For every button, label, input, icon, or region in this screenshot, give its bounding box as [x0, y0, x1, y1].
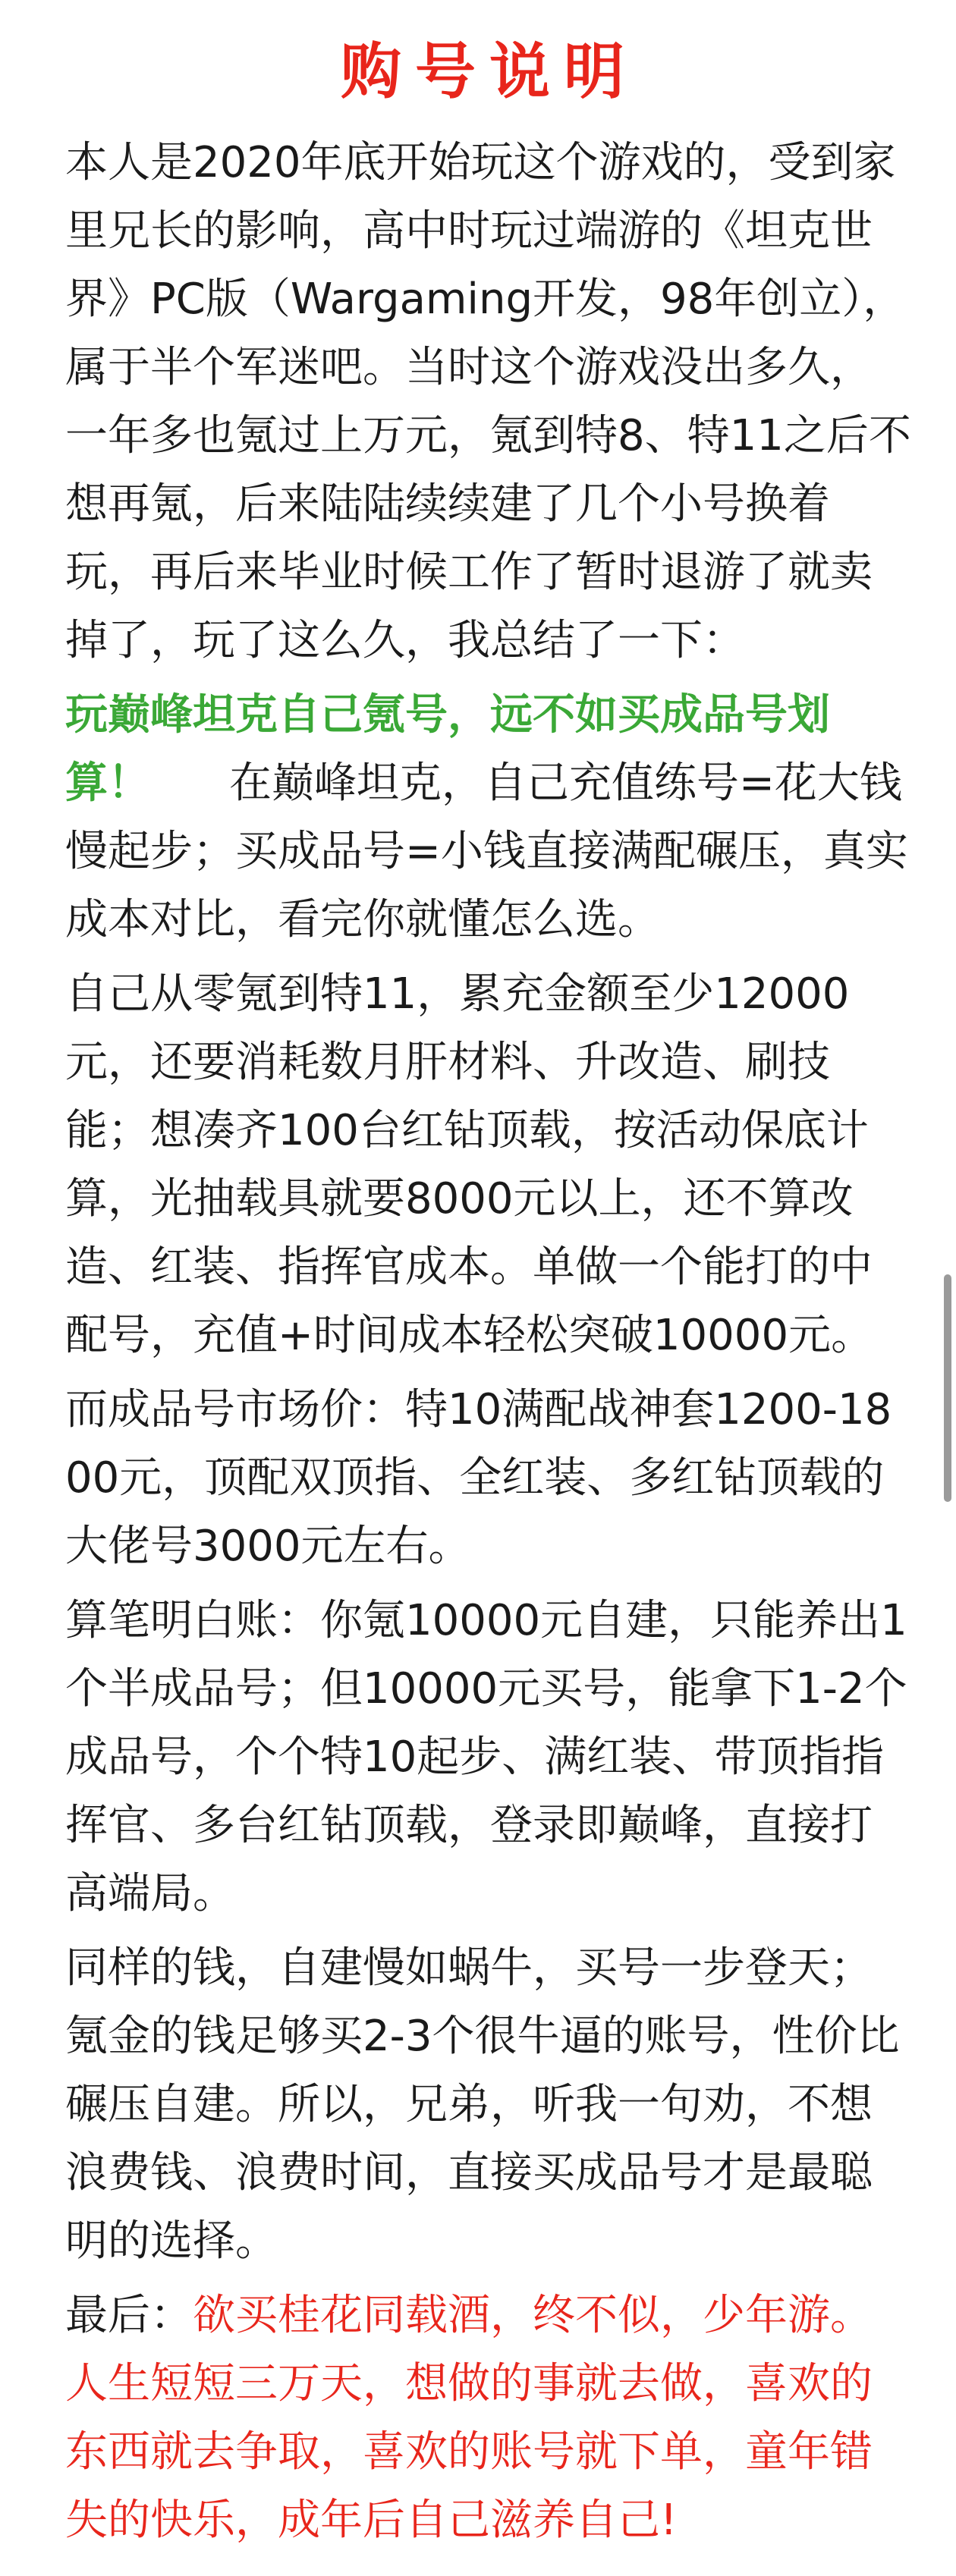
conclusion-paragraph: 同样的钱，自建慢如蜗牛，买号一步登天；氪金的钱足够买2-3个很牛逼的账号，性价比碾压自建。所以，兄弟，听我一句劝，不想浪费钱、浪费时间，直接买成品号才是最聪明的选择。	[65, 1943, 900, 2266]
highlight-text: 玩巅峰坦克自己氪号，远不如买成品号划算！	[65, 690, 830, 808]
calculation-paragraph: 算笔明白账：你氪10000元自建，只能养出1个半成品号；但10000元买号，能拿下1-2个成品号，个个特10起步、满红装、带顶指指挥官、多台红钻顶载，登录即巅峰，直接打高端局。	[65, 1596, 907, 1918]
page-title: 购号说明	[341, 36, 638, 107]
closing-label: 最后：	[65, 2291, 193, 2340]
market-price-paragraph: 而成品号市场价：特10满配战神套1200-1800元，顶配双顶指、全红装、多红钻顶载的大佬号3000元左右。	[65, 1385, 892, 1571]
intro-paragraph: 本人是2020年底开始玩这个游戏的，受到家里兄长的影响，高中时玩过端游的《坦克世界》PC版（Wargaming开发，98年创立），属于半个军迷吧。当时这个游戏没出多久，一年多也氪过上万元，氪到特8、特11之后不想再氪，后来陆陆续续建了几个小号换着玩，再后来毕业时候工作了暂时退游了就卖掉了，玩了这么久，我总结了一下：	[65, 138, 911, 665]
closing-red-text: 欲买桂花同载酒，终不似，少年游。人生短短三万天，想做的事就去做，喜欢的东西就去争取，喜欢的账号就下单，童年错失的快乐，成年后自己滋养自己!	[65, 2291, 873, 2545]
comparison-paragraph	[65, 681, 914, 954]
scrollbar-thumb[interactable]	[944, 1274, 951, 1502]
closing-paragraph	[65, 2282, 914, 2555]
comparison-text: 在巅峰坦克，自己充值练号=花大钱慢起步；买成品号=小钱直接满配碾压，真实成本对比，看完你就懂怎么选。	[65, 759, 908, 944]
self-build-cost-paragraph: 自己从零氪到特11，累充金额至少12000元，还要消耗数月肝材料、升改造、刷技能；想凑齐100台红钻顶载，按活动保底计算，光抽载具就要8000元以上，还不算改造、红装、指挥官成本。单做一个能打的中配号，充值+时间成本轻松突破10000元。	[65, 969, 874, 1360]
